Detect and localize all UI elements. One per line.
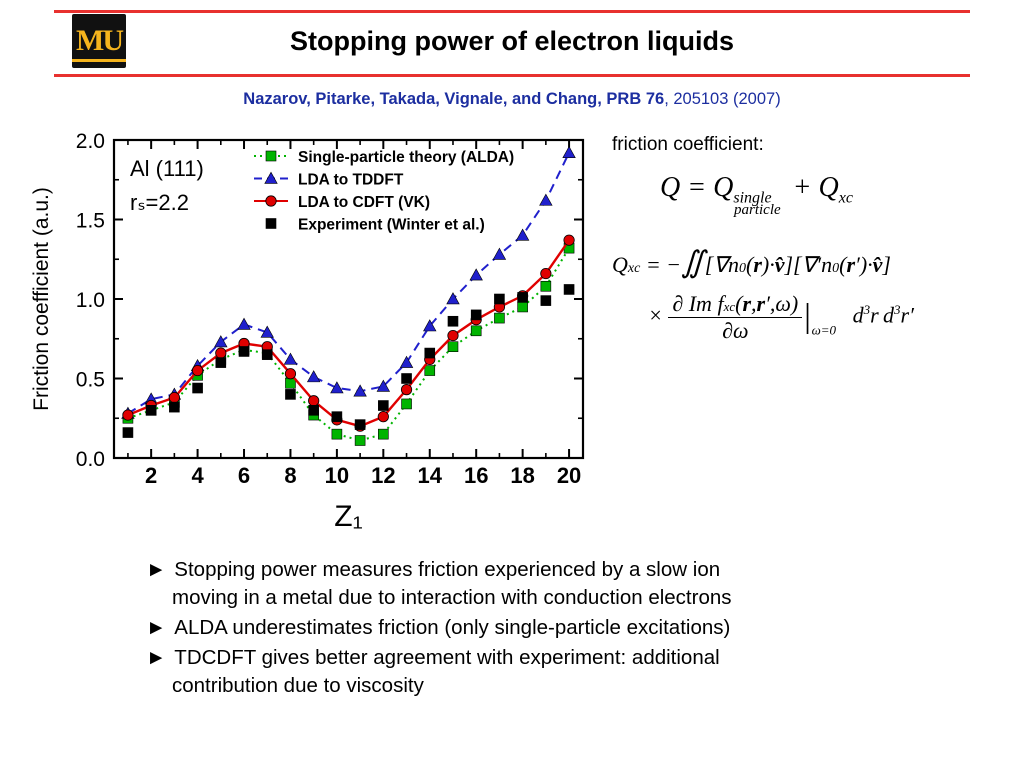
- data-point: [266, 196, 276, 206]
- data-point: [332, 429, 342, 439]
- data-point: [332, 412, 342, 422]
- legend-entry: [266, 217, 485, 234]
- bullet-text: ALDA underestimates friction (only single-particle excitations): [174, 615, 731, 639]
- data-point: [331, 382, 343, 393]
- data-point: [378, 401, 388, 411]
- list-item: [146, 644, 1006, 700]
- citation-authors: Nazarov, Pitarke, Takada, Vignale, and Chang, PRB: [243, 90, 646, 108]
- data-point: [355, 420, 365, 430]
- data-point: [239, 346, 249, 356]
- data-point: [266, 219, 276, 229]
- data-point: [448, 316, 458, 326]
- data-point: [309, 405, 319, 415]
- data-point: [401, 384, 411, 394]
- data-point: [216, 358, 226, 368]
- data-point: [448, 342, 458, 352]
- x-tick-label: 6: [237, 463, 251, 488]
- legend-entry: [254, 149, 514, 166]
- x-tick-label: 20: [556, 463, 582, 488]
- x-tick-label: 14: [417, 463, 443, 488]
- data-point: [516, 229, 528, 240]
- y-tick-label: 2.0: [75, 130, 105, 153]
- data-point: [266, 151, 276, 161]
- citation: [0, 90, 1024, 109]
- data-point: [285, 369, 295, 379]
- legend-label: LDA to TDDFT: [298, 171, 404, 189]
- data-point: [425, 348, 435, 358]
- bullet-arrow-icon: ►: [146, 558, 167, 581]
- data-point: [378, 411, 388, 421]
- bullet-arrow-icon: ►: [146, 645, 167, 669]
- annotation-material: Al (111): [130, 156, 204, 181]
- list-item: [146, 556, 1006, 612]
- series-2: [123, 235, 575, 431]
- data-point: [448, 330, 458, 340]
- data-point: [541, 296, 551, 306]
- bullet-text-cont: moving in a metal due to interaction with conduction electrons: [172, 585, 732, 609]
- series-3: [123, 284, 574, 437]
- data-point: [284, 353, 296, 364]
- data-point: [470, 269, 482, 280]
- chart-svg: [18, 126, 598, 536]
- bullet-text: TDCDFT gives better agreement with experiment: additional: [174, 645, 720, 669]
- legend-label: Experiment (Winter et al.): [298, 216, 485, 234]
- legend-entry: [254, 172, 404, 189]
- logo-bar: [72, 59, 126, 62]
- equation-qxc-line2: × $\frac{\text{∂ Im fxc(r,r′,ω)}}{\partial\omega}$ $|_{\omega=0}$ $d^3r$ $d^3r'$: [648, 290, 914, 343]
- header-rule-top: [54, 10, 970, 13]
- data-point: [471, 310, 481, 320]
- bullet-arrow-icon: ►: [146, 615, 167, 639]
- x-tick-label: 8: [284, 463, 297, 488]
- data-point: [471, 326, 481, 336]
- series-line: [128, 248, 569, 440]
- legend-label: Single-particle theory (ALDA): [298, 149, 515, 166]
- x-tick-label: 18: [510, 463, 535, 488]
- data-point: [169, 402, 179, 412]
- logo-text: MU: [76, 24, 122, 57]
- data-point: [265, 172, 277, 183]
- equation-q-total: $Q = Q_{single} + Q_{xc}$ particle: [660, 172, 853, 218]
- equations-panel: [612, 134, 1017, 344]
- legend-entry: [254, 194, 430, 211]
- data-point: [494, 313, 504, 323]
- x-tick-label: 2: [145, 463, 158, 488]
- data-point: [447, 293, 459, 304]
- y-tick-label: 1.0: [75, 289, 105, 312]
- data-point: [540, 194, 552, 205]
- data-point: [192, 365, 202, 375]
- citation-rest: , 205103 (2007): [664, 90, 781, 108]
- data-point: [541, 268, 551, 278]
- series-0: [123, 243, 574, 445]
- series-line: [128, 240, 569, 426]
- data-point: [564, 235, 574, 245]
- y-tick-label: 1.5: [75, 209, 105, 233]
- data-point: [402, 374, 412, 384]
- y-tick-label: 0.5: [75, 368, 105, 392]
- data-point: [123, 410, 133, 420]
- data-point: [285, 389, 295, 399]
- data-point: [193, 383, 203, 393]
- data-point: [494, 294, 504, 304]
- bullet-list: [146, 556, 1006, 701]
- x-tick-label: 4: [191, 463, 204, 488]
- header-rule-bottom: [54, 74, 970, 77]
- data-point: [146, 405, 156, 415]
- data-point: [402, 399, 412, 409]
- bullet-text: Stopping power measures friction experienced by a slow ion: [174, 558, 721, 581]
- x-tick-label: 12: [371, 463, 396, 488]
- data-point: [378, 429, 388, 439]
- x-tick-label: 16: [463, 463, 489, 488]
- friction-coefficient-label: friction coefficient:: [612, 134, 764, 155]
- data-point: [216, 348, 226, 358]
- data-point: [518, 302, 528, 312]
- data-point: [425, 366, 435, 376]
- data-point: [518, 292, 528, 302]
- legend-label: LDA to CDFT (VK): [298, 194, 431, 211]
- list-item: [146, 614, 1006, 642]
- data-point: [262, 350, 272, 360]
- bullet-text-cont: contribution due to viscosity: [172, 673, 424, 697]
- x-axis-label: Z₁: [334, 500, 363, 533]
- annotation-rs: rₛ=2.2: [130, 190, 189, 215]
- citation-volume: 76: [645, 90, 665, 108]
- y-tick-label: 0.0: [75, 448, 105, 471]
- y-axis-label: Friction coefficient (a.u.): [30, 187, 53, 411]
- data-point: [541, 281, 551, 291]
- equation-qxc-line1: Qxc = −∬[∇n0(r)·v̂][∇′n0(r′)·v̂]: [612, 245, 891, 279]
- data-point: [563, 147, 575, 158]
- data-point: [169, 392, 179, 402]
- data-point: [564, 284, 574, 294]
- data-point: [355, 436, 365, 446]
- data-point: [238, 318, 250, 329]
- page-title: Stopping power of electron liquids: [290, 26, 734, 56]
- data-point: [123, 428, 133, 438]
- data-point: [285, 378, 295, 388]
- data-point: [400, 356, 412, 367]
- stopping-power-chart: [18, 126, 598, 536]
- x-tick-label: 10: [324, 463, 350, 488]
- data-point: [308, 396, 318, 406]
